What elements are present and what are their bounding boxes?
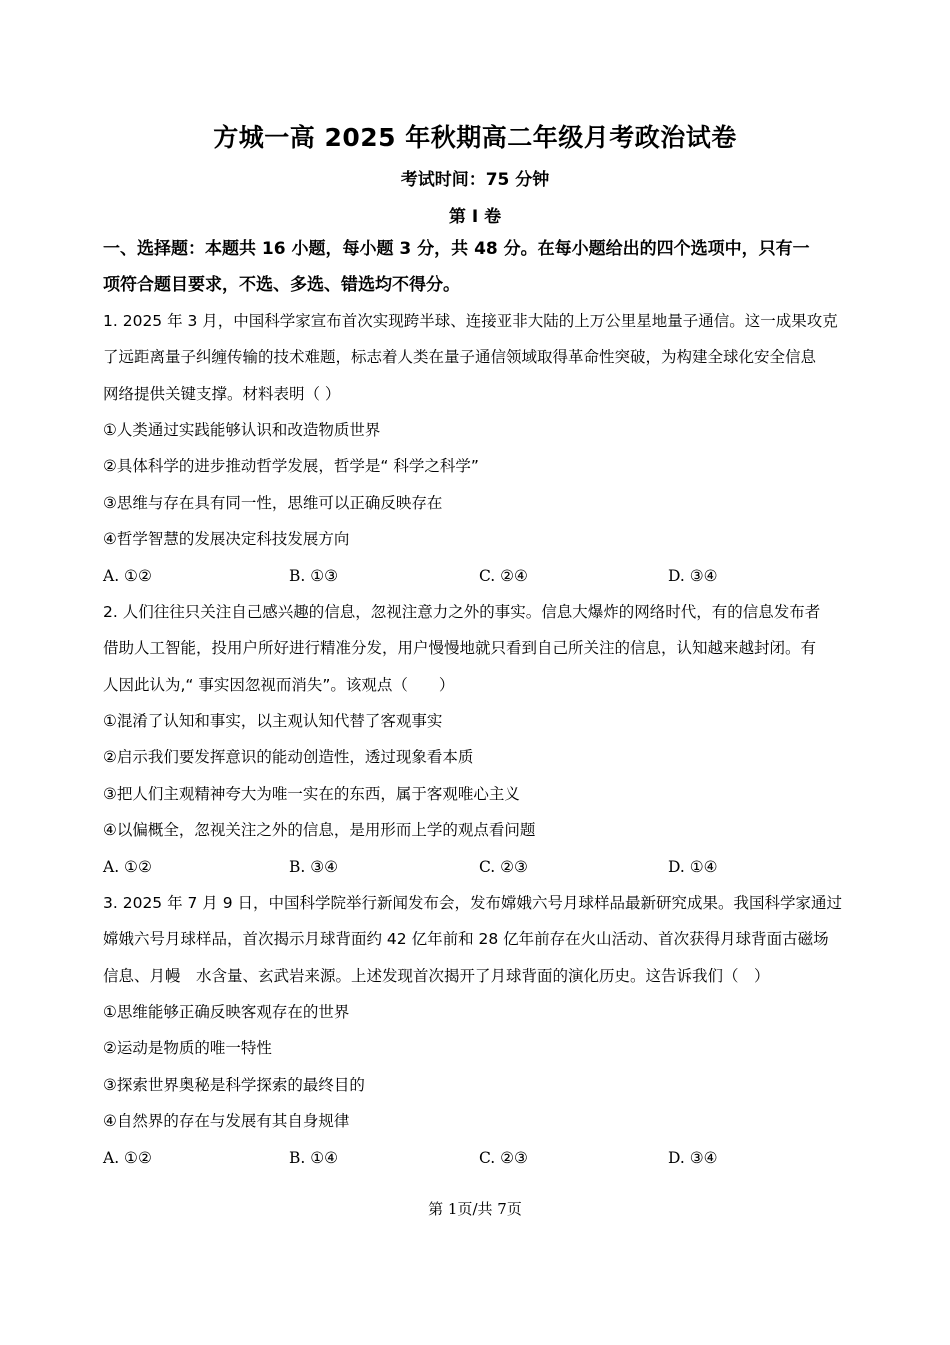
question-1-option-b: B. ①③ (289, 567, 339, 585)
question-2-stem-line-3: 人因此认为,“ 事实因忽视而消失”。该观点（ ） (103, 676, 455, 694)
question-2-item-1: ①混淆了认知和事实，以主观认知代替了客观事实 (103, 712, 443, 730)
section-heading-line-1: 一、选择题：本题共 16 小题，每小题 3 分，共 48 分。在每小题给出的四个选项中，只有一 (103, 239, 810, 259)
question-1-stem-line-2: 了远距离量子纠缠传输的技术难题，标志着人类在量子通信领域取得革命性突破，为构建全球化安全信息 (103, 348, 817, 366)
question-3-item-4: ④自然界的存在与发展有其自身规律 (103, 1112, 350, 1130)
question-3-stem-line-3: 信息、月幔 水含量、玄武岩来源。上述发现首次揭开了月球背面的演化历史。这告诉我们（ ） (103, 967, 770, 985)
question-2-option-b: B. ③④ (289, 858, 339, 876)
page-title: 方城一高 2025 年秋期高二年级月考政治试卷 (213, 123, 737, 152)
question-3-option-d: D. ③④ (668, 1149, 718, 1167)
question-3-stem-line-2: 嫦娥六号月球样品，首次揭示月球背面约 42 亿年前和 28 亿年前存在火山活动、首次获得月球背面古磁场 (103, 930, 829, 948)
volume-label: 第 I 卷 (448, 207, 502, 227)
question-3-option-b: B. ①④ (289, 1149, 339, 1167)
question-3-option-c: C. ②③ (479, 1149, 528, 1167)
question-3-option-a: A. ①② (103, 1149, 152, 1167)
question-3-item-1: ①思维能够正确反映客观存在的世界 (103, 1003, 350, 1021)
question-1-item-2: ②具体科学的进步推动哲学发展，哲学是“ 科学之科学” (103, 457, 479, 475)
question-1-stem-line-1: 1. 2025 年 3 月，中国科学家宣布首次实现跨半球、连接亚非大陆的上万公里星地量子通信。这一成果攻克 (103, 312, 838, 330)
exam-time: 考试时间：75 分钟 (400, 170, 550, 190)
question-1-stem-line-3: 网络提供关键支撑。材料表明（ ） (103, 385, 341, 403)
question-1-option-c: C. ②④ (479, 567, 528, 585)
question-1-option-d: D. ③④ (668, 567, 718, 585)
question-3-stem-line-1: 3. 2025 年 7 月 9 日，中国科学院举行新闻发布会，发布嫦娥六号月球样品最新研究成果。我国科学家通过 (103, 894, 843, 912)
question-2-option-d: D. ①④ (668, 858, 718, 876)
section-heading-line-2: 项符合题目要求，不选、多选、错选均不得分。 (103, 275, 460, 295)
question-2-stem-line-2: 借助人工智能，投用户所好进行精准分发，用户慢慢地就只看到自己所关注的信息，认知越来越封闭。有 (103, 639, 817, 657)
question-1-item-4: ④哲学智慧的发展决定科技发展方向 (103, 530, 350, 548)
question-2-item-3: ③把人们主观精神夸大为唯一实在的东西，属于客观唯心主义 (103, 785, 520, 803)
question-3-item-2: ②运动是物质的唯一特性 (103, 1039, 272, 1057)
question-2-option-a: A. ①② (103, 858, 152, 876)
question-1-item-1: ①人类通过实践能够认识和改造物质世界 (103, 421, 381, 439)
question-1-item-3: ③思维与存在具有同一性，思维可以正确反映存在 (103, 494, 443, 512)
question-2-option-c: C. ②③ (479, 858, 528, 876)
question-2-stem-line-1: 2. 人们往往只关注自己感兴趣的信息，忽视注意力之外的事实。信息大爆炸的网络时代，有的信息发布者 (103, 603, 821, 621)
question-3-item-3: ③探索世界奥秘是科学探索的最终目的 (103, 1076, 365, 1094)
question-2-item-4: ④以偏概全，忽视关注之外的信息，是用形而上学的观点看问题 (103, 821, 536, 839)
question-2-item-2: ②启示我们要发挥意识的能动创造性，透过现象看本质 (103, 748, 474, 766)
question-1-option-a: A. ①② (103, 567, 152, 585)
page-number: 第 1页/共 7页 (428, 1200, 522, 1218)
